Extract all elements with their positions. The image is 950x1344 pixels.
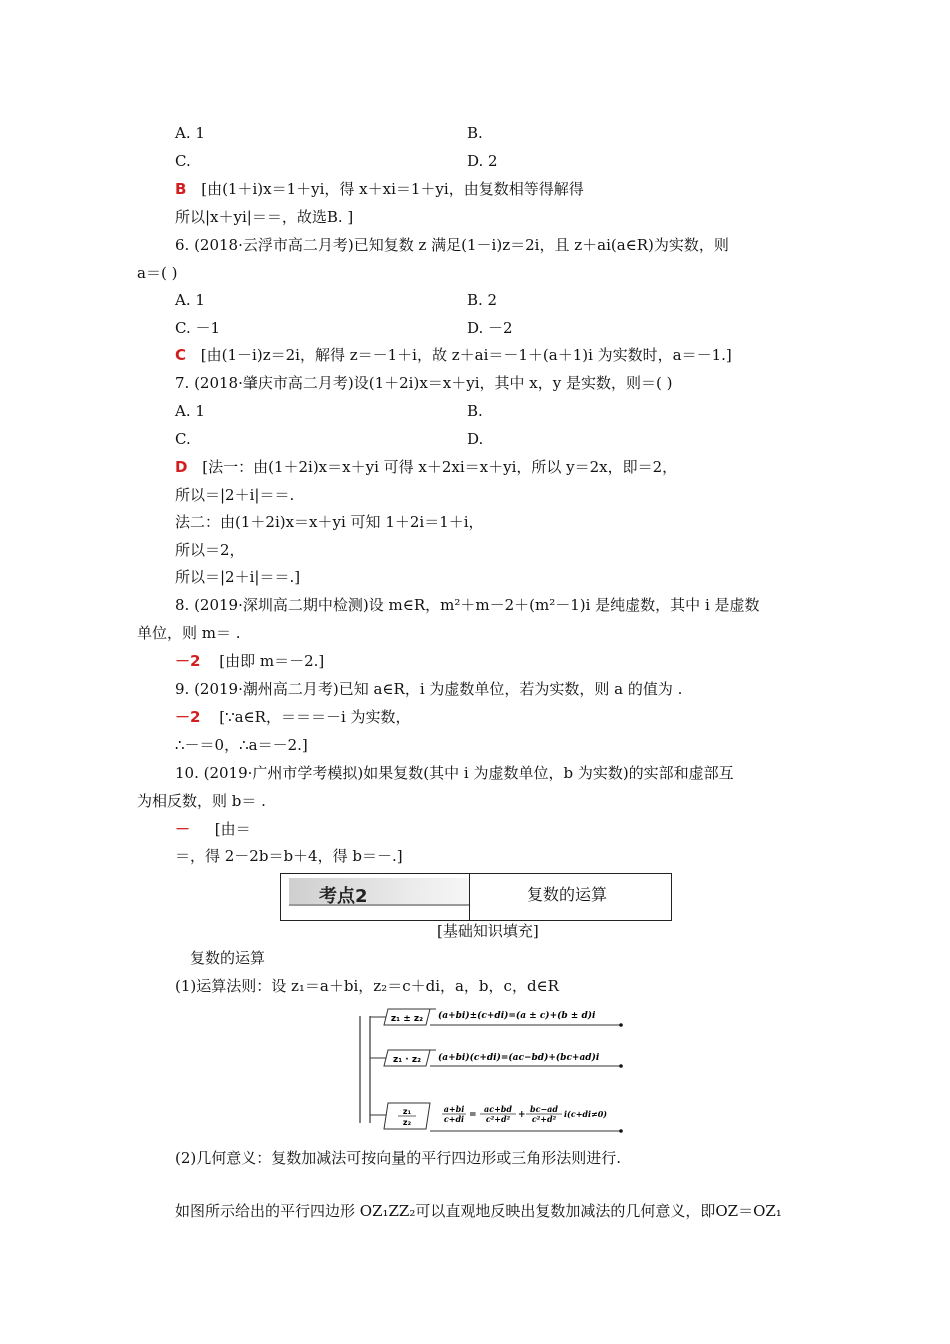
q6-solution-text: [由(1－i)z＝2i，解得 z＝－1＋i，故 z＋ai＝－1＋(a＋1)i 为实数时，a＝－1.] — [200, 346, 732, 364]
div-tail: i(c+di≠0) — [564, 1109, 608, 1119]
q9-solution-line2: ∴－＝0，∴a＝－2.] — [175, 736, 308, 754]
div-mid-num: ac+bd — [484, 1104, 512, 1114]
section-banner — [280, 873, 672, 921]
div-mid-den: c²+d² — [485, 1114, 511, 1124]
q8-stem-line2: 单位，则 m＝ . — [137, 624, 241, 642]
q7-option-d: D. — [467, 430, 484, 448]
q8-solution — [175, 651, 324, 671]
q5-solution — [175, 179, 584, 199]
q10-solution-line2: ＝，得 2－2b＝b＋4，得 b＝－.] — [175, 847, 403, 865]
q5-solution-text: [由(1＋i)x＝1＋yi，得 x＋xi＝1＋yi，由复数相等得解得 — [201, 180, 584, 198]
q6-option-d: D. －2 — [467, 319, 513, 337]
q9-answer: －2 — [175, 708, 201, 726]
q10-solution-text: [由＝ — [214, 820, 251, 838]
end-dot-1 — [619, 1023, 623, 1027]
q5-option-c: C. — [175, 152, 191, 170]
formula-add: (a+bi)±(c+di)=(a ± c)+(b ± d)i — [438, 1011, 596, 1021]
q10-answer: － — [175, 820, 191, 838]
section-tag — [289, 878, 469, 906]
q5-option-d: D. 2 — [467, 152, 498, 170]
label-div-num: z₁ — [402, 1107, 412, 1116]
q5-answer: B — [175, 180, 187, 198]
q7-answer: D — [175, 458, 188, 476]
q9-solution — [175, 707, 411, 727]
q8-stem: 8. (2019·深圳高二期中检测)设 m∈R，m²＋m－2＋(m²－1)i 是纯虚数，其中 i 是虚数 — [175, 596, 760, 614]
label-mul: z₁ · z₂ — [392, 1055, 422, 1065]
q7-solution-text: [法一：由(1＋2i)x＝x＋yi 可得 x＋2xi＝x＋yi，所以 y＝2x，即＝2， — [202, 458, 678, 476]
q9-solution-text: [∵a∈R，＝＝＝－i 为实数， — [219, 708, 411, 726]
q7-option-b: B. — [467, 402, 483, 420]
q7-option-c: C. — [175, 430, 191, 448]
q10-stem-line2: 为相反数，则 b＝ . — [137, 792, 266, 810]
label-add: z₁ ± z₂ — [390, 1014, 424, 1024]
q6-option-b: B. 2 — [467, 291, 498, 309]
q5-option-b: B. — [467, 124, 483, 142]
div-lhs-den: c+di — [443, 1114, 465, 1124]
q6-option-a: A. 1 — [175, 291, 205, 309]
q7-option-a: A. 1 — [175, 402, 205, 420]
q7-solution-line4: 所以＝2， — [175, 541, 245, 559]
section-tag-text: 考点2 — [319, 886, 368, 907]
q5-option-a: A. 1 — [175, 124, 205, 142]
div-equals: = — [469, 1110, 477, 1120]
div-plus: + — [518, 1110, 526, 1120]
rule-geometric-meaning: (2)几何意义：复数加减法可按向量的平行四边形或三角形法则进行. — [175, 1149, 622, 1167]
formula-mul: (a+bi)(c+di)=(ac−bd)+(bc+ad)i — [438, 1053, 600, 1063]
q6-stem-line2: a＝( ) — [137, 264, 178, 282]
q9-stem: 9. (2019·潮州高二月考)已知 a∈R，i 为虚数单位，若为实数，则 a 的值为 . — [175, 680, 683, 698]
section-subtitle: [基础知识填充] — [437, 922, 539, 940]
q8-answer: －2 — [175, 652, 201, 670]
end-dot-3 — [619, 1129, 623, 1133]
q7-solution — [175, 457, 677, 477]
q10-solution — [175, 819, 251, 839]
q8-solution-text: [由即 m＝－2.] — [219, 652, 325, 670]
banner-divider — [469, 874, 470, 920]
rule-operations: (1)运算法则：设 z₁＝a＋bi，z₂＝c＋di，a，b，c，d∈R — [175, 977, 559, 995]
q6-solution — [175, 345, 732, 365]
q6-stem: 6. (2018·云浮市高二月考)已知复数 z 满足(1－i)z＝2i，且 z＋ai(a∈R)为实数，则 — [175, 236, 729, 254]
q6-option-c: C. －1 — [175, 319, 221, 337]
topic-heading: 复数的运算 — [190, 949, 266, 967]
operations-diagram — [358, 1003, 628, 1138]
section-title: 复数的运算 — [527, 885, 608, 904]
q7-solution-line3: 法二：由(1＋2i)x＝x＋yi 可知 1＋2i＝1＋i， — [175, 513, 484, 531]
q6-answer: C — [175, 346, 187, 364]
last-paragraph: 如图所示给出的平行四边形 OZ₁ZZ₂可以直观地反映出复数加减法的几何意义，即OZ＝OZ₁ — [175, 1202, 782, 1220]
label-div-den: z₂ — [402, 1118, 412, 1127]
div-right-den: c²+d² — [531, 1114, 557, 1124]
end-dot-2 — [619, 1064, 623, 1068]
q7-stem: 7. (2018·肇庆市高二月考)设(1＋2i)x＝x＋yi，其中 x，y 是实数，则＝( ) — [175, 374, 673, 392]
div-right-num: bc−ad — [530, 1104, 558, 1114]
q5-solution-line2: 所以|x＋yi|＝＝，故选B. ] — [175, 208, 354, 226]
q7-solution-line2: 所以＝|2＋i|＝＝. — [175, 486, 295, 504]
q10-stem: 10. (2019·广州市学考模拟)如果复数(其中 i 为虚数单位，b 为实数)的实部和虚部互 — [175, 764, 734, 782]
div-lhs-num: a+bi — [443, 1104, 465, 1114]
q7-solution-line5: 所以＝|2＋i|＝＝.] — [175, 568, 301, 586]
